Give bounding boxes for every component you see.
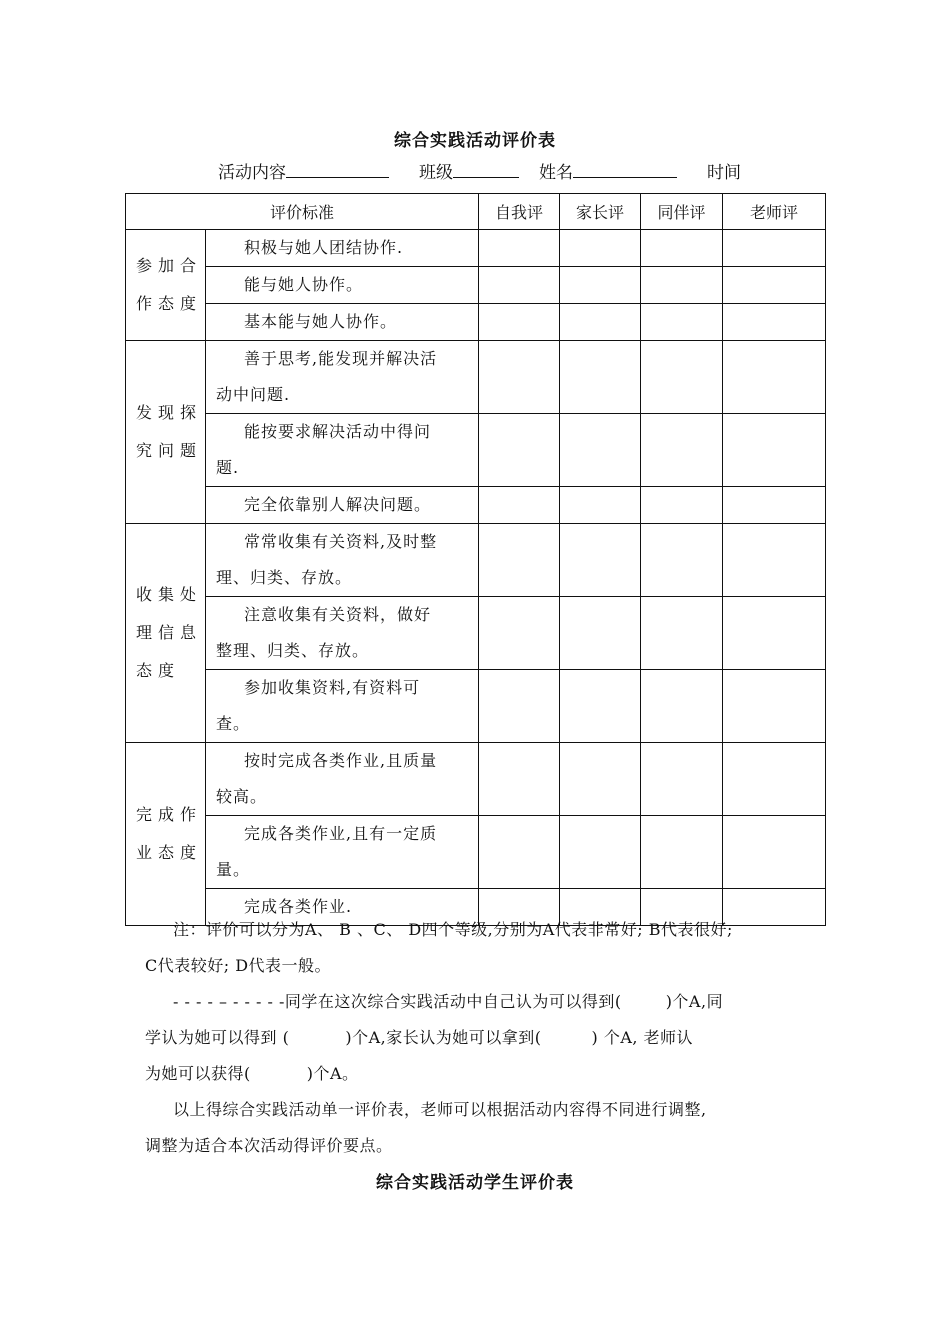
- name-field[interactable]: [573, 161, 677, 178]
- score-cell-parent[interactable]: [560, 743, 641, 816]
- score-cell-parent[interactable]: [560, 267, 641, 304]
- activity-field[interactable]: [286, 161, 389, 178]
- criteria-text: 积极与她人团结协作.: [244, 238, 404, 257]
- score-cell-teacher[interactable]: [723, 341, 826, 414]
- criteria-text: 善于思考,能发现并解决活: [244, 349, 438, 368]
- criteria-cell: [206, 816, 479, 889]
- score-cell-parent[interactable]: [560, 597, 641, 670]
- criteria-cell: [206, 267, 479, 304]
- score-cell-teacher[interactable]: [723, 816, 826, 889]
- table-row: [126, 341, 826, 414]
- table-row: [126, 670, 826, 743]
- criteria-text: 能与她人协作。: [244, 275, 364, 294]
- score-cell-self[interactable]: [479, 487, 560, 524]
- criteria-text: 完成各类作业,且有一定质: [244, 824, 438, 843]
- category-label: 完成作: [136, 805, 203, 824]
- score-cell-peer[interactable]: [641, 670, 723, 743]
- class-label: 班级: [419, 163, 453, 183]
- table-row: [126, 524, 826, 597]
- criteria-text-continued: 较高。: [216, 787, 268, 806]
- category-label: 理信息: [136, 623, 203, 642]
- table-row: [126, 816, 826, 889]
- category-label: 业态度: [136, 843, 203, 862]
- class-field[interactable]: [453, 161, 519, 178]
- score-cell-peer[interactable]: [641, 267, 723, 304]
- criteria-cell: [206, 524, 479, 597]
- score-cell-peer[interactable]: [641, 597, 723, 670]
- name-label: 姓名: [539, 163, 573, 183]
- score-cell-teacher[interactable]: [723, 267, 826, 304]
- category-cell: [126, 230, 206, 341]
- header-criteria: 评价标准: [126, 194, 479, 230]
- category-label: 发现探: [136, 403, 203, 422]
- header-self: 自我评: [479, 194, 560, 230]
- category-cell: [126, 341, 206, 524]
- criteria-text-continued: 整理、归类、存放。: [216, 641, 370, 660]
- category-cell: [126, 524, 206, 743]
- closing-paragraph: 以上得综合实践活动单一评价表，老师可以根据活动内容得不同进行调整,: [173, 1100, 707, 1119]
- score-paragraph-line-2: 学认为她可以得到 ( )个A,家长认为她可以拿到( ) 个A, 老师认: [145, 1028, 694, 1047]
- score-cell-parent[interactable]: [560, 341, 641, 414]
- table-row: [126, 743, 826, 816]
- score-cell-self[interactable]: [479, 670, 560, 743]
- criteria-cell: [206, 487, 479, 524]
- table-header-row: [126, 194, 826, 230]
- criteria-text-continued: 题.: [216, 458, 240, 477]
- score-cell-self[interactable]: [479, 230, 560, 267]
- criteria-text-continued: 量。: [216, 860, 251, 879]
- criteria-text-continued: 理、归类、存放。: [216, 568, 353, 587]
- score-cell-self[interactable]: [479, 743, 560, 816]
- score-cell-self[interactable]: [479, 267, 560, 304]
- score-cell-self[interactable]: [479, 816, 560, 889]
- note-block: [145, 912, 815, 1164]
- criteria-cell: [206, 341, 479, 414]
- score-cell-self[interactable]: [479, 341, 560, 414]
- evaluation-table: [125, 193, 826, 926]
- header-teacher: 老师评: [723, 194, 826, 230]
- score-cell-teacher[interactable]: [723, 670, 826, 743]
- criteria-text: 基本能与她人协作。: [244, 312, 398, 331]
- category-label: 态度: [136, 661, 181, 680]
- criteria-cell: [206, 230, 479, 267]
- score-paragraph: - - - - – - - - - -同学在这次综合实践活动中自己认为可以得到( )个A,同: [173, 992, 724, 1011]
- score-cell-parent[interactable]: [560, 304, 641, 341]
- criteria-text: 常常收集有关资料,及时整: [244, 532, 438, 551]
- activity-label: 活动内容: [218, 163, 286, 183]
- second-title: 综合实践活动学生评价表: [376, 1173, 574, 1193]
- page-title: 综合实践活动评价表: [394, 131, 556, 151]
- score-cell-teacher[interactable]: [723, 487, 826, 524]
- table-row: [126, 487, 826, 524]
- criteria-text: 注意收集有关资料，做好: [244, 605, 432, 624]
- note-line-1: 注：评价可以分为A、 B 、C、 D四个等级,分别为A代表非常好; B代表很好;: [173, 920, 733, 939]
- criteria-text: 能按要求解决活动中得问: [244, 422, 432, 441]
- score-cell-teacher[interactable]: [723, 414, 826, 487]
- criteria-text: 完全依靠别人解决问题。: [244, 495, 432, 514]
- score-cell-self[interactable]: [479, 414, 560, 487]
- score-cell-peer[interactable]: [641, 816, 723, 889]
- score-cell-peer[interactable]: [641, 743, 723, 816]
- criteria-cell: [206, 670, 479, 743]
- score-cell-peer[interactable]: [641, 414, 723, 487]
- table-row: [126, 414, 826, 487]
- header-parent: 家长评: [560, 194, 641, 230]
- score-cell-teacher[interactable]: [723, 743, 826, 816]
- score-cell-self[interactable]: [479, 304, 560, 341]
- form-meta: [218, 158, 741, 183]
- category-label: 参加合: [136, 256, 203, 275]
- score-cell-parent[interactable]: [560, 670, 641, 743]
- score-cell-peer[interactable]: [641, 524, 723, 597]
- score-cell-peer[interactable]: [641, 487, 723, 524]
- score-cell-parent[interactable]: [560, 230, 641, 267]
- criteria-text: 参加收集资料,有资料可: [244, 678, 421, 697]
- closing-paragraph-line-2: 调整为适合本次活动得评价要点。: [145, 1136, 393, 1155]
- category-label: 收集处: [136, 585, 203, 604]
- time-label: 时间: [707, 163, 741, 183]
- table-row: [126, 230, 826, 267]
- score-cell-teacher[interactable]: [723, 597, 826, 670]
- score-cell-teacher[interactable]: [723, 524, 826, 597]
- table-row: [126, 597, 826, 670]
- score-cell-parent[interactable]: [560, 816, 641, 889]
- criteria-text: 按时完成各类作业,且质量: [244, 751, 438, 770]
- score-cell-teacher[interactable]: [723, 230, 826, 267]
- criteria-text-continued: 查。: [216, 714, 251, 733]
- score-cell-teacher[interactable]: [723, 304, 826, 341]
- score-paragraph-line-3: 为她可以获得( )个A。: [145, 1064, 359, 1083]
- header-peer: 同伴评: [641, 194, 723, 230]
- criteria-cell: [206, 743, 479, 816]
- score-cell-parent[interactable]: [560, 414, 641, 487]
- score-cell-parent[interactable]: [560, 524, 641, 597]
- score-cell-peer[interactable]: [641, 230, 723, 267]
- note-line-2: C代表较好; D代表一般。: [145, 956, 332, 975]
- score-cell-self[interactable]: [479, 597, 560, 670]
- category-label: 究问题: [136, 441, 203, 460]
- table-row: [126, 304, 826, 341]
- criteria-cell: [206, 597, 479, 670]
- criteria-text: 完成各类作业.: [244, 897, 353, 916]
- score-cell-peer[interactable]: [641, 304, 723, 341]
- criteria-cell: [206, 304, 479, 341]
- score-cell-parent[interactable]: [560, 487, 641, 524]
- table-row: [126, 267, 826, 304]
- score-cell-self[interactable]: [479, 524, 560, 597]
- score-cell-peer[interactable]: [641, 341, 723, 414]
- category-label: 作态度: [136, 294, 203, 313]
- category-cell: [126, 743, 206, 926]
- criteria-text-continued: 动中问题.: [216, 385, 291, 404]
- criteria-cell: [206, 414, 479, 487]
